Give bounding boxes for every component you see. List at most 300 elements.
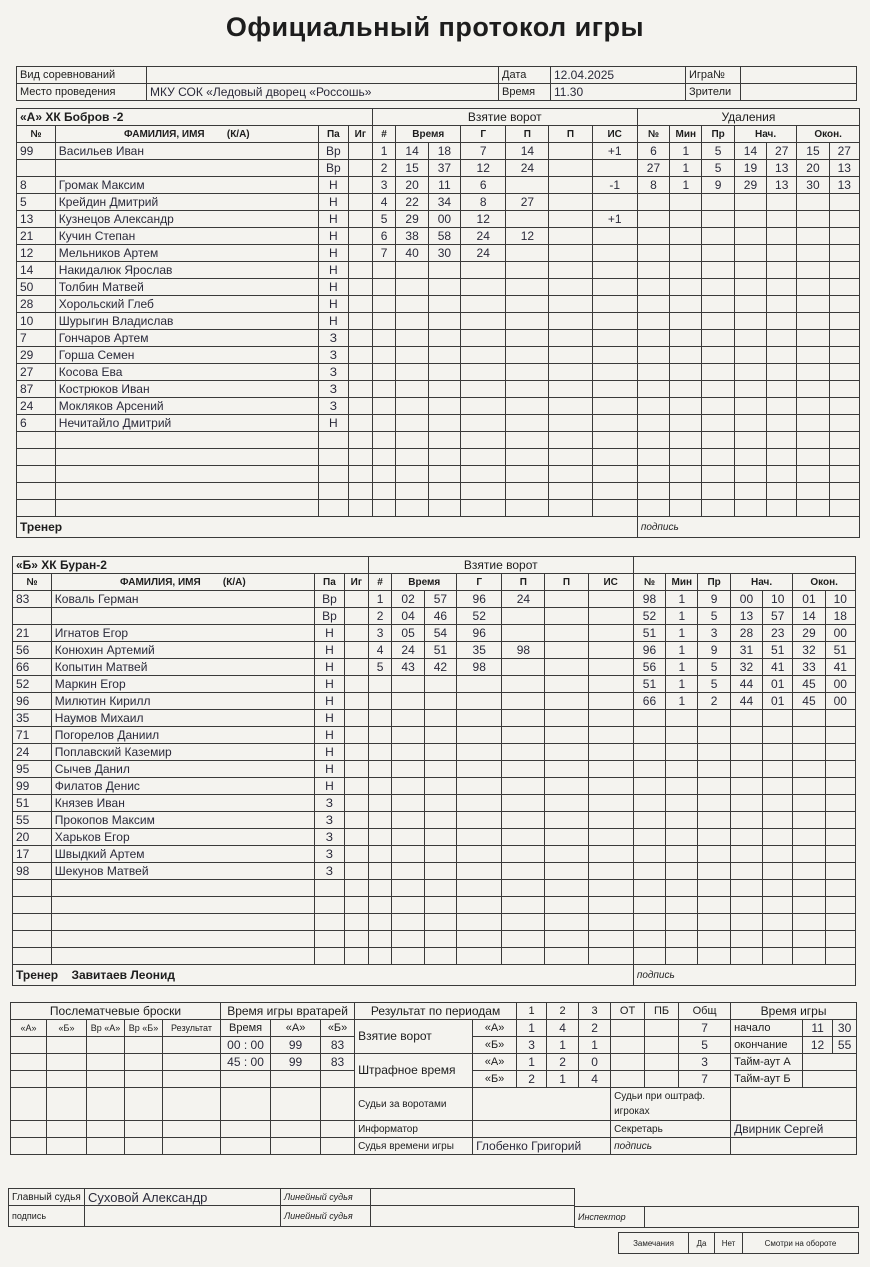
penalty-end-sec[interactable] <box>829 415 859 432</box>
penalty-min[interactable]: 1 <box>670 160 702 177</box>
goal-num[interactable] <box>368 710 392 727</box>
penalty-player[interactable] <box>637 483 669 500</box>
penalty-player[interactable] <box>633 795 665 812</box>
penalty-start-sec[interactable]: 27 <box>767 143 797 160</box>
penalty-end-min[interactable] <box>793 727 825 744</box>
penalty-reason[interactable] <box>702 262 734 279</box>
shootout-cell[interactable] <box>11 1121 47 1138</box>
player-pos[interactable]: З <box>318 330 348 347</box>
player-no[interactable]: 21 <box>13 625 52 642</box>
goal-num[interactable]: 5 <box>372 211 396 228</box>
penalty-min[interactable]: 1 <box>666 693 698 710</box>
player-ig[interactable] <box>345 659 369 676</box>
goal-scorer[interactable]: 12 <box>461 211 506 228</box>
gk-row-1-a[interactable]: 99 <box>271 1037 321 1054</box>
penalty-start-sec[interactable] <box>767 364 797 381</box>
penalty-min[interactable] <box>670 449 702 466</box>
penalty-reason[interactable] <box>698 863 730 880</box>
player-pos[interactable]: З <box>314 795 344 812</box>
goal-num[interactable] <box>372 347 396 364</box>
goal-assist-1[interactable]: 12 <box>506 228 549 245</box>
gk-cell[interactable] <box>221 1121 271 1138</box>
player-pos[interactable]: Н <box>314 727 344 744</box>
player-ig[interactable] <box>348 330 372 347</box>
goal-assist-2[interactable] <box>549 177 592 194</box>
player-ig[interactable] <box>348 262 372 279</box>
penalty-end-sec[interactable] <box>825 829 855 846</box>
spectators-value[interactable] <box>741 84 857 101</box>
goal-assist-2[interactable] <box>545 880 588 897</box>
penalty-start-min[interactable] <box>730 897 762 914</box>
goal-assist-2[interactable] <box>545 829 588 846</box>
penalty-player[interactable]: 52 <box>633 608 665 625</box>
penalty-start-min[interactable]: 14 <box>734 143 766 160</box>
penalty-start-sec[interactable] <box>767 211 797 228</box>
player-ig[interactable] <box>348 466 372 483</box>
goal-assist-2[interactable] <box>549 313 592 330</box>
penalty-player[interactable] <box>637 398 669 415</box>
goal-assist-2[interactable] <box>545 591 588 608</box>
penalty-player[interactable] <box>637 296 669 313</box>
player-pos[interactable]: Н <box>314 642 344 659</box>
player-ig[interactable] <box>348 194 372 211</box>
penalty-end-min[interactable] <box>797 364 829 381</box>
goal-num[interactable] <box>368 676 392 693</box>
player-name[interactable] <box>55 483 318 500</box>
goal-situation[interactable] <box>592 262 637 279</box>
penalty-end-sec[interactable]: 00 <box>825 676 855 693</box>
penalty-end-sec[interactable]: 18 <box>825 608 855 625</box>
goal-assist-1[interactable] <box>502 880 545 897</box>
penalty-start-min[interactable] <box>730 761 762 778</box>
penalty-end-sec[interactable] <box>829 330 859 347</box>
penalty-end-sec[interactable]: 13 <box>829 160 859 177</box>
goal-min[interactable]: 02 <box>392 591 424 608</box>
goal-num[interactable] <box>368 693 392 710</box>
penalty-min[interactable] <box>670 398 702 415</box>
player-pos[interactable]: Н <box>314 778 344 795</box>
penalty-start-min[interactable]: 31 <box>730 642 762 659</box>
player-name[interactable]: Горша Семен <box>55 347 318 364</box>
penalty-end-min[interactable] <box>793 829 825 846</box>
player-no[interactable]: 87 <box>17 381 56 398</box>
penalty-end-sec[interactable] <box>825 914 855 931</box>
player-pos[interactable]: Н <box>314 659 344 676</box>
goal-scorer[interactable] <box>457 693 502 710</box>
goal-situation[interactable] <box>588 608 633 625</box>
end-mm[interactable]: 55 <box>833 1037 857 1054</box>
player-name[interactable]: Мельников Артем <box>55 245 318 262</box>
player-no[interactable]: 99 <box>17 143 56 160</box>
penalty-start-min[interactable] <box>730 846 762 863</box>
goal-num[interactable] <box>368 744 392 761</box>
goals-a-p3[interactable]: 2 <box>579 1020 611 1037</box>
goal-sec[interactable]: 11 <box>428 177 460 194</box>
goal-num[interactable] <box>368 727 392 744</box>
penalty-player[interactable] <box>633 778 665 795</box>
player-pos[interactable]: Н <box>318 177 348 194</box>
player-ig[interactable] <box>345 693 369 710</box>
penalty-start-sec[interactable] <box>763 795 793 812</box>
player-pos[interactable]: Вр <box>318 160 348 177</box>
goal-scorer[interactable] <box>461 279 506 296</box>
timeout-a-value[interactable] <box>803 1054 857 1071</box>
player-name[interactable] <box>55 466 318 483</box>
goal-assist-2[interactable] <box>545 795 588 812</box>
goal-assist-1[interactable] <box>502 710 545 727</box>
goal-sec[interactable] <box>424 676 456 693</box>
goal-situation[interactable] <box>588 812 633 829</box>
goal-scorer[interactable] <box>461 466 506 483</box>
goal-sec[interactable] <box>428 500 460 517</box>
player-no[interactable]: 52 <box>13 676 52 693</box>
penalty-end-min[interactable] <box>793 914 825 931</box>
goal-assist-2[interactable] <box>549 483 592 500</box>
penalty-end-sec[interactable]: 00 <box>825 693 855 710</box>
goal-assist-1[interactable] <box>506 364 549 381</box>
penalty-end-sec[interactable] <box>829 262 859 279</box>
goal-sec[interactable] <box>424 846 456 863</box>
goal-sec[interactable] <box>428 432 460 449</box>
penalty-start-min[interactable] <box>734 398 766 415</box>
goal-min[interactable] <box>396 381 428 398</box>
goal-assist-1[interactable] <box>502 863 545 880</box>
player-pos[interactable]: Н <box>318 279 348 296</box>
goal-min[interactable]: 29 <box>396 211 428 228</box>
goal-assist-2[interactable] <box>545 744 588 761</box>
penalty-min[interactable]: 1 <box>666 608 698 625</box>
pim-b-ot[interactable] <box>611 1071 645 1088</box>
player-name[interactable] <box>51 608 314 625</box>
penalty-end-min[interactable] <box>797 398 829 415</box>
player-ig[interactable] <box>348 398 372 415</box>
penalty-end-sec[interactable] <box>825 880 855 897</box>
goal-scorer[interactable]: 98 <box>457 659 502 676</box>
goal-situation[interactable] <box>592 245 637 262</box>
penalty-reason[interactable] <box>698 761 730 778</box>
shootout-cell[interactable] <box>11 1071 47 1088</box>
goals-a-p2[interactable]: 4 <box>547 1020 579 1037</box>
goal-assist-1[interactable] <box>502 761 545 778</box>
player-pos[interactable]: Н <box>318 313 348 330</box>
penalty-end-sec[interactable] <box>829 279 859 296</box>
gk-cell[interactable] <box>271 1138 321 1155</box>
penalty-reason[interactable] <box>698 710 730 727</box>
goal-assist-1[interactable] <box>506 330 549 347</box>
goal-assist-2[interactable] <box>549 194 592 211</box>
penalty-start-min[interactable]: 19 <box>734 160 766 177</box>
goals-b-ot[interactable] <box>611 1037 645 1054</box>
player-name[interactable]: Кузнецов Александр <box>55 211 318 228</box>
goal-assist-2[interactable] <box>545 676 588 693</box>
goal-num[interactable] <box>372 313 396 330</box>
gk-cell[interactable] <box>221 1138 271 1155</box>
goal-assist-2[interactable] <box>545 710 588 727</box>
player-pos[interactable] <box>318 449 348 466</box>
goal-assist-1[interactable] <box>502 931 545 948</box>
penalty-player[interactable] <box>637 500 669 517</box>
goal-scorer[interactable] <box>457 829 502 846</box>
goal-assist-2[interactable] <box>549 398 592 415</box>
goal-situation[interactable] <box>588 897 633 914</box>
goal-scorer[interactable] <box>461 398 506 415</box>
penalty-end-min[interactable] <box>797 432 829 449</box>
gk-cell[interactable] <box>321 1071 355 1088</box>
penalty-start-sec[interactable] <box>767 347 797 364</box>
player-no[interactable]: 98 <box>13 863 52 880</box>
pim-b-p3[interactable]: 4 <box>579 1071 611 1088</box>
penalty-end-sec[interactable]: 41 <box>825 659 855 676</box>
penalty-end-min[interactable] <box>793 863 825 880</box>
goal-assist-1[interactable] <box>506 245 549 262</box>
goal-sec[interactable] <box>424 795 456 812</box>
goal-sec[interactable] <box>428 398 460 415</box>
inspector-value[interactable] <box>645 1207 859 1228</box>
penalty-reason[interactable] <box>698 880 730 897</box>
penalty-start-sec[interactable]: 57 <box>763 608 793 625</box>
goal-scorer[interactable] <box>461 483 506 500</box>
player-no[interactable]: 56 <box>13 642 52 659</box>
penalty-end-min[interactable] <box>793 948 825 965</box>
goal-assist-1[interactable] <box>502 727 545 744</box>
penalty-reason[interactable] <box>698 812 730 829</box>
player-ig[interactable] <box>348 228 372 245</box>
penalty-end-sec[interactable] <box>829 466 859 483</box>
goal-num[interactable]: 4 <box>372 194 396 211</box>
penalty-player[interactable] <box>637 415 669 432</box>
player-ig[interactable] <box>345 676 369 693</box>
goal-min[interactable] <box>396 296 428 313</box>
penalty-start-min[interactable] <box>734 279 766 296</box>
goal-assist-1[interactable]: 24 <box>502 591 545 608</box>
penalty-reason[interactable] <box>702 330 734 347</box>
penalty-start-sec[interactable] <box>767 194 797 211</box>
penalty-min[interactable]: 1 <box>666 642 698 659</box>
goal-sec[interactable]: 18 <box>428 143 460 160</box>
player-ig[interactable] <box>345 863 369 880</box>
player-ig[interactable] <box>348 449 372 466</box>
team-a-coach[interactable] <box>17 517 638 538</box>
goal-min[interactable] <box>396 279 428 296</box>
player-name[interactable]: Игнатов Егор <box>51 625 314 642</box>
penalty-end-sec[interactable] <box>829 211 859 228</box>
goal-situation[interactable] <box>588 846 633 863</box>
goal-num[interactable] <box>372 330 396 347</box>
shootout-cell[interactable] <box>87 1088 125 1121</box>
shootout-cell[interactable] <box>125 1138 163 1155</box>
player-name[interactable]: Швыдкий Артем <box>51 846 314 863</box>
player-ig[interactable] <box>345 761 369 778</box>
penalty-end-sec[interactable] <box>829 347 859 364</box>
goal-scorer[interactable]: 35 <box>457 642 502 659</box>
shootout-cell[interactable] <box>47 1071 87 1088</box>
goal-min[interactable]: 15 <box>396 160 428 177</box>
player-no[interactable] <box>13 880 52 897</box>
goals-a-total[interactable]: 7 <box>679 1020 731 1037</box>
penalty-end-sec[interactable] <box>829 228 859 245</box>
player-no[interactable]: 13 <box>17 211 56 228</box>
shootout-cell[interactable] <box>163 1037 221 1054</box>
penalty-min[interactable] <box>666 897 698 914</box>
penalty-min[interactable]: 1 <box>666 591 698 608</box>
player-no[interactable]: 12 <box>17 245 56 262</box>
penalty-end-min[interactable] <box>797 262 829 279</box>
penalty-player[interactable]: 51 <box>633 625 665 642</box>
player-pos[interactable] <box>314 897 344 914</box>
gk-cell[interactable] <box>271 1121 321 1138</box>
goal-assist-1[interactable] <box>502 829 545 846</box>
player-pos[interactable]: Н <box>318 245 348 262</box>
goal-assist-1[interactable] <box>502 744 545 761</box>
player-pos[interactable] <box>314 914 344 931</box>
time-value[interactable]: 11.30 <box>551 84 686 101</box>
goal-assist-2[interactable] <box>545 863 588 880</box>
penalty-min[interactable] <box>666 931 698 948</box>
penalty-end-min[interactable]: 32 <box>793 642 825 659</box>
penalty-min[interactable] <box>670 432 702 449</box>
goal-scorer[interactable] <box>457 880 502 897</box>
goal-sec[interactable] <box>428 313 460 330</box>
goal-assist-1[interactable] <box>506 500 549 517</box>
player-no[interactable] <box>13 948 52 965</box>
penalty-end-min[interactable] <box>797 483 829 500</box>
player-name[interactable] <box>51 931 314 948</box>
penalty-reason[interactable]: 5 <box>698 659 730 676</box>
penalty-start-sec[interactable] <box>767 500 797 517</box>
penalty-end-min[interactable] <box>797 313 829 330</box>
goal-situation[interactable] <box>588 863 633 880</box>
penalty-min[interactable] <box>666 795 698 812</box>
penalty-reason[interactable] <box>702 449 734 466</box>
goal-num[interactable]: 5 <box>368 659 392 676</box>
goal-sec[interactable] <box>428 262 460 279</box>
penalty-reason[interactable] <box>698 829 730 846</box>
player-no[interactable]: 83 <box>13 591 52 608</box>
goal-situation[interactable] <box>588 829 633 846</box>
timekeeper-value[interactable]: Глобенко Григорий <box>473 1138 611 1155</box>
goal-min[interactable] <box>396 262 428 279</box>
shootout-cell[interactable] <box>87 1071 125 1088</box>
player-no[interactable]: 24 <box>13 744 52 761</box>
goal-min[interactable]: 40 <box>396 245 428 262</box>
penalty-reason[interactable] <box>698 778 730 795</box>
goal-sec[interactable] <box>424 914 456 931</box>
penalty-min[interactable] <box>670 466 702 483</box>
penalty-end-min[interactable]: 45 <box>793 693 825 710</box>
penalty-min[interactable] <box>666 880 698 897</box>
gk-cell[interactable] <box>221 1088 271 1121</box>
goal-scorer[interactable] <box>457 812 502 829</box>
gk-row-2-b[interactable]: 83 <box>321 1054 355 1071</box>
penalty-end-min[interactable] <box>797 415 829 432</box>
penalty-start-min[interactable] <box>734 449 766 466</box>
goal-sec[interactable] <box>428 381 460 398</box>
penalty-start-sec[interactable]: 41 <box>763 659 793 676</box>
goal-min[interactable] <box>396 449 428 466</box>
penalty-end-sec[interactable] <box>829 364 859 381</box>
player-pos[interactable]: Н <box>314 710 344 727</box>
player-name[interactable]: Коваль Герман <box>51 591 314 608</box>
pim-a-total[interactable]: 3 <box>679 1054 731 1071</box>
penalty-start-sec[interactable] <box>767 415 797 432</box>
goal-situation[interactable] <box>592 160 637 177</box>
penalty-start-sec[interactable] <box>763 863 793 880</box>
penalty-end-sec[interactable] <box>829 500 859 517</box>
goal-sec[interactable]: 30 <box>428 245 460 262</box>
goal-sec[interactable] <box>428 296 460 313</box>
goal-situation[interactable] <box>588 795 633 812</box>
player-pos[interactable]: Н <box>314 761 344 778</box>
goal-min[interactable] <box>392 880 424 897</box>
player-name[interactable] <box>55 160 318 177</box>
penalty-start-min[interactable] <box>734 262 766 279</box>
penalty-end-min[interactable] <box>793 897 825 914</box>
player-name[interactable]: Накидалюк Ярослав <box>55 262 318 279</box>
player-name[interactable]: Толбин Матвей <box>55 279 318 296</box>
gk-row-2-time[interactable]: 45 : 00 <box>221 1054 271 1071</box>
goal-sec[interactable] <box>424 778 456 795</box>
player-name[interactable] <box>51 897 314 914</box>
player-pos[interactable] <box>318 500 348 517</box>
player-ig[interactable] <box>345 846 369 863</box>
goal-min[interactable] <box>392 812 424 829</box>
goal-situation[interactable] <box>588 931 633 948</box>
player-name[interactable] <box>55 500 318 517</box>
goal-assist-1[interactable] <box>506 415 549 432</box>
goal-min[interactable] <box>396 364 428 381</box>
penalty-min[interactable] <box>666 914 698 931</box>
goal-assist-1[interactable] <box>502 812 545 829</box>
end-hh[interactable]: 12 <box>803 1037 833 1054</box>
penalty-reason[interactable] <box>702 228 734 245</box>
penalty-reason[interactable] <box>702 296 734 313</box>
goal-situation[interactable] <box>592 194 637 211</box>
goal-sec[interactable] <box>424 761 456 778</box>
penalty-end-sec[interactable] <box>825 761 855 778</box>
penalty-reason[interactable] <box>702 381 734 398</box>
penalty-reason[interactable] <box>702 194 734 211</box>
pim-a-ot[interactable] <box>611 1054 645 1071</box>
goal-situation[interactable] <box>588 591 633 608</box>
goal-num[interactable] <box>368 948 392 965</box>
shootout-cell[interactable] <box>11 1054 47 1071</box>
player-name[interactable]: Наумов Михаил <box>51 710 314 727</box>
goal-assist-1[interactable] <box>502 897 545 914</box>
penalty-reason[interactable] <box>702 313 734 330</box>
player-ig[interactable] <box>345 880 369 897</box>
goal-assist-2[interactable] <box>549 364 592 381</box>
penalty-player[interactable] <box>637 466 669 483</box>
start-hh[interactable]: 11 <box>803 1020 833 1037</box>
goal-assist-1[interactable] <box>502 778 545 795</box>
goal-situation[interactable] <box>592 347 637 364</box>
goal-scorer[interactable] <box>461 347 506 364</box>
penalty-reason[interactable]: 9 <box>698 591 730 608</box>
player-pos[interactable] <box>314 931 344 948</box>
penalty-player[interactable] <box>637 313 669 330</box>
penalty-start-min[interactable] <box>734 347 766 364</box>
goal-assist-2[interactable] <box>549 466 592 483</box>
goal-min[interactable] <box>392 897 424 914</box>
player-name[interactable]: Нечитайло Дмитрий <box>55 415 318 432</box>
goal-assist-1[interactable] <box>506 279 549 296</box>
goal-situation[interactable] <box>592 330 637 347</box>
penalty-min[interactable]: 1 <box>666 676 698 693</box>
penalty-end-min[interactable] <box>797 279 829 296</box>
goal-min[interactable]: 05 <box>392 625 424 642</box>
goal-num[interactable] <box>368 778 392 795</box>
player-name[interactable]: Шурыгин Владислав <box>55 313 318 330</box>
